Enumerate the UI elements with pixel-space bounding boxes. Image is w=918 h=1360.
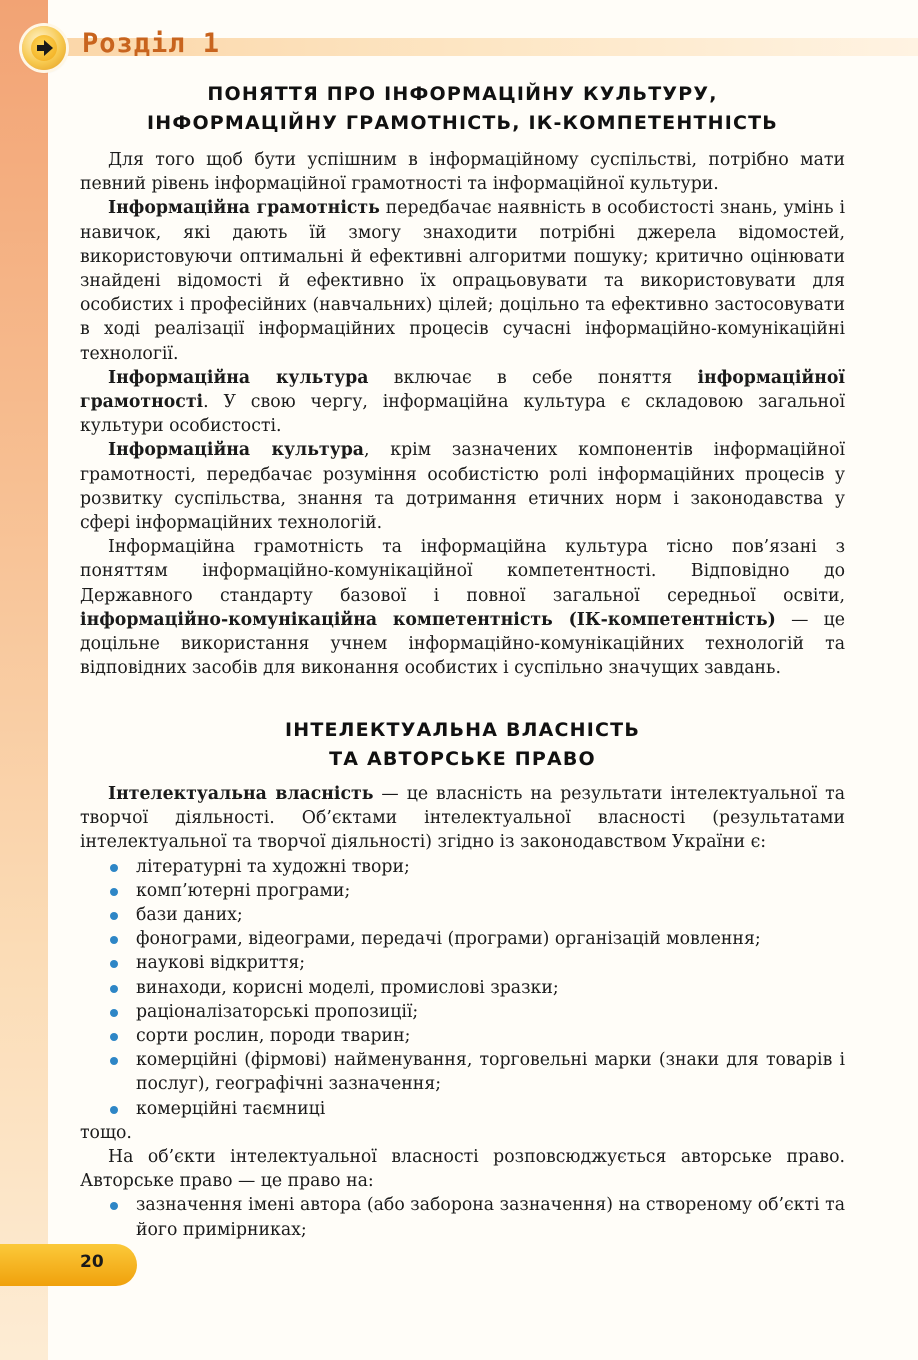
section-heading-intellectual-property bbox=[80, 716, 845, 774]
section-heading-ict-literacy bbox=[80, 80, 845, 138]
list-item: бази даних; bbox=[80, 903, 845, 927]
page-number: 20 bbox=[80, 1252, 104, 1272]
paragraph: Інформаційна грамотність передбачає наявність в особистості знань, умінь і навичок, які дають їй змогу знаходити потрібні джерела відомостей, використовуючи оптимальні й ефективні алгоритми пошуку; критично оцінювати знайдені відомості й ефективно їх опрацьовувати та використовувати для особистих і професійних (навчальних) цілей; доцільно та ефективно застосовувати в ході реалізації інформаційних процесів сучасні інформаційно-комунікаційні технології. bbox=[80, 198, 845, 364]
bullet-icon bbox=[110, 1106, 118, 1114]
list-item: раціоналізаторські пропозиції; bbox=[80, 1000, 845, 1024]
paragraph: Для того щоб бути успішним в інформаційному суспільстві, потрібно мати певний рівень інформаційної грамотності та інформаційної культури. bbox=[80, 150, 845, 195]
paragraph: Інформаційна грамотність та інформаційна культура тісно пов’язані з поняттям інформаційно-комунікаційної компетентності. Відповідно до Державного стандарту базової і повної загальної середньої освіти, інформаційно-комунікаційна компетентність (ІК-компетентність) — це доцільне використання учнем інформаційно-комунікаційних технологій та відповідних засобів для виконання особистих і суспільно значущих завдань. bbox=[80, 537, 845, 679]
list-item: фонограми, відеограми, передачі (програми) організацій мовлення; bbox=[80, 927, 845, 951]
heading-line: ПОНЯТТЯ ПРО ІНФОРМАЦІЙНУ КУЛЬТУРУ, bbox=[207, 83, 718, 105]
paragraph: Інформаційна культура включає в себе поняття інформаційної грамотності. У свою чергу, інформаційна культура є складовою загальної культури особистості. bbox=[80, 367, 845, 437]
heading-line: ІНТЕЛЕКТУАЛЬНА ВЛАСНІСТЬ bbox=[284, 719, 641, 741]
term: Інформаційна грамотність bbox=[108, 198, 380, 219]
list-continuation: тощо. bbox=[80, 1122, 132, 1143]
bullet-icon bbox=[110, 985, 118, 993]
list-item: сорти рослин, породи тварин; bbox=[80, 1024, 845, 1048]
arrow-right-icon bbox=[22, 26, 66, 70]
bullet-icon bbox=[110, 960, 118, 968]
bullet-icon bbox=[110, 864, 118, 872]
section1-body bbox=[80, 148, 845, 680]
bullet-icon bbox=[110, 1033, 118, 1041]
side-decoration-bar bbox=[0, 0, 48, 1360]
term: інформаційно-комунікаційна компетентність (ІК-компетентність) bbox=[80, 609, 776, 630]
term: Інформаційна культура bbox=[108, 440, 364, 461]
paragraph: Інформаційна культура, крім зазначених компонентів інформаційної грамотності, передбачає розуміння особистістю ролі інформаційних процесів у розвитку суспільства, знання та дотримання етичних норм і законодавства у сфері інформаційних технологій. bbox=[80, 440, 846, 534]
paragraph: Інтелектуальна власність — це власність на результати інтелектуальної та творчої діяльності. Об’єктами інтелектуальної власності (результатами інтелектуальної та творчої діяльності) згідно із законодавством України є: bbox=[80, 784, 845, 853]
copyright-rights-list bbox=[80, 1193, 845, 1241]
list-item: комп’ютерні програми; bbox=[80, 879, 845, 903]
chapter-title: Розділ 1 bbox=[82, 28, 221, 59]
bullet-icon bbox=[110, 936, 118, 944]
bullet-icon bbox=[110, 912, 118, 920]
heading-line: ІНФОРМАЦІЙНУ ГРАМОТНІСТЬ, ІК-КОМПЕТЕНТНІСТЬ bbox=[147, 112, 778, 134]
list-item: винаходи, корисні моделі, промислові зразки; bbox=[80, 976, 845, 1000]
list-item: комерційні таємниці bbox=[80, 1097, 845, 1121]
ip-objects-list bbox=[80, 855, 845, 1121]
section2-body bbox=[80, 782, 845, 1242]
term: Інформаційна культура bbox=[108, 367, 369, 388]
bullet-icon bbox=[110, 1057, 118, 1065]
list-item: зазначення імені автора (або заборона зазначення) на створеному об’єкті та його примірниках; bbox=[80, 1193, 845, 1241]
page-number-tab bbox=[0, 1244, 137, 1286]
list-item: комерційні (фірмові) найменування, торговельні марки (знаки для товарів і послуг), географічні зазначення; bbox=[80, 1048, 845, 1096]
heading-line: ТА АВТОРСЬКЕ ПРАВО bbox=[329, 748, 596, 770]
list-item: наукові відкриття; bbox=[80, 951, 845, 975]
term: інформаційної грамотності bbox=[80, 367, 845, 413]
term: Інтелектуальна власність bbox=[108, 784, 374, 804]
bullet-icon bbox=[110, 1009, 118, 1017]
list-item: літературні та художні твори; bbox=[80, 855, 845, 879]
paragraph: На об’єкти інтелектуальної власності розповсюджується авторське право. Авторське право — це право на: bbox=[80, 1147, 845, 1192]
bullet-icon bbox=[110, 888, 118, 896]
bullet-icon bbox=[110, 1202, 118, 1210]
